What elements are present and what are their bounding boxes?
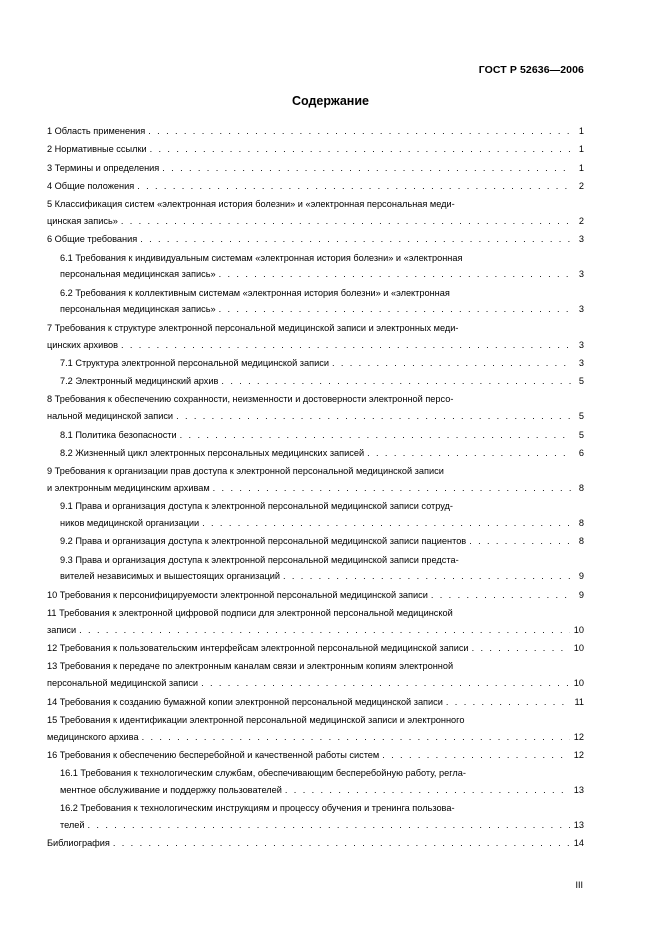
toc-entry-title-line2: персональная медицинская запись» . . . (60, 266, 572, 283)
toc-entry-title: 7.2 Электронный медицинский архив . . . (60, 373, 572, 390)
toc-entry-title: 6 Общие требования . . . (47, 231, 572, 248)
toc-entry-title: 1 Область применения . . . (47, 123, 572, 140)
toc-entry-title-line2: персональной медицинской записи . . . (47, 675, 570, 692)
toc-entry-page: 10 (573, 624, 584, 635)
toc-entry-page: 3 (578, 339, 584, 350)
toc-entry-5[interactable] (47, 196, 584, 230)
toc-entry-title: 3 Термины и определения . . . (47, 160, 572, 177)
page-title: Содержание (291, 94, 369, 108)
toc-entry-9[interactable] (47, 463, 584, 497)
toc-entry-title: 8.2 Жизненный цикл электронных персональных медицинских записей . . . (60, 445, 572, 462)
toc-entry-7-2[interactable] (47, 373, 584, 390)
toc-entry-page: 13 (573, 784, 584, 795)
toc-entry-page: 5 (578, 411, 584, 422)
toc-entry-page: 9 (578, 589, 584, 600)
toc-entry-title-line1: 5 Классификация систем «электронная история болезни» и «электронная персональная меди- (47, 199, 455, 210)
toc-entry-12[interactable] (47, 640, 584, 657)
toc-entry-title: 2 Нормативные ссылки . . . (47, 141, 572, 158)
toc-entry-page: 3 (578, 304, 584, 315)
toc-entry-title-line2: вителей независимых и вышестоящих организаций . . . (60, 568, 572, 585)
toc-entry-title-line1: 16.1 Требования к технологическим службам, обеспечивающим бесперебойную работу, регла- (60, 768, 466, 779)
toc-entry-title-line1: 16.2 Требования к технологическим инструкциям и процессу обучения и тренинга пользова- (60, 803, 455, 814)
toc-entry-page: 1 (578, 162, 584, 173)
toc-entry-8[interactable] (47, 391, 584, 425)
toc-entry-title-line2: и электронным медицинским архивам . . . (47, 480, 572, 497)
toc-entry-page: 2 (578, 215, 584, 226)
toc-entry-title: 7.1 Структура электронной персональной медицинской записи . . . (60, 355, 572, 372)
toc-entry-title: Библиография . . . (47, 835, 570, 852)
toc-entry-title: 9.2 Права и организация доступа к электронной персональной медицинской записи пациентов . . . (60, 533, 572, 550)
toc-entry-3[interactable] (47, 160, 584, 177)
toc-entry-page: 10 (573, 678, 584, 689)
toc-entry-page: 14 (573, 838, 584, 849)
toc-entry-title-line2: телей . . . (60, 817, 570, 834)
toc-entry-page: 3 (578, 234, 584, 245)
toc-entry-6-1[interactable] (47, 250, 584, 284)
toc-entry-8-1[interactable] (47, 427, 584, 444)
toc-entry-page: 1 (578, 144, 584, 155)
standard-number: ГОСТ Р 52636—2006 (478, 64, 584, 76)
toc-entry-title-line2: нальной медицинской записи . . . (47, 408, 572, 425)
toc-entry-16[interactable] (47, 747, 584, 764)
toc-entry-9-1[interactable] (47, 498, 584, 532)
toc-entry-title-line1: 9.3 Права и организация доступа к электронной персональной медицинской записи предста- (60, 554, 459, 565)
toc-entry-page: 8 (578, 536, 584, 547)
toc-entry-4[interactable] (47, 178, 584, 195)
toc-entry-page: 8 (578, 482, 584, 493)
toc-entry-page: 12 (573, 749, 584, 760)
toc-entry-title: 14 Требования к созданию бумажной копии электронной персональной медицинской записи . . . (47, 694, 570, 711)
toc-entry-bibliography[interactable] (47, 835, 584, 852)
toc-entry-title-line1: 11 Требования к электронной цифровой подписи для электронной персональной медицинской (47, 608, 453, 619)
toc-entry-page: 9 (578, 571, 584, 582)
toc-entry-6[interactable] (47, 231, 584, 248)
toc-entry-title-line1: 7 Требования к структуре электронной персональной медицинской записи и электронных меди- (47, 322, 459, 333)
toc-entry-title-line1: 15 Требования к идентификации электронной персональной медицинской записи и электронного (47, 714, 465, 725)
toc-entry-1[interactable] (47, 123, 584, 140)
toc-entry-title: 12 Требования к пользовательским интерфейсам электронной персональной медицинской записи . . . (47, 640, 570, 657)
toc-entry-page: 12 (573, 731, 584, 742)
toc-entry-page: 6 (578, 447, 584, 458)
toc-entry-title-line2: медицинского архива . . . (47, 729, 570, 746)
toc-entry-page: 13 (573, 820, 584, 831)
toc-entry-7[interactable] (47, 320, 584, 354)
toc-entry-page: 2 (578, 180, 584, 191)
toc-entry-page: 10 (573, 643, 584, 654)
toc-entry-9-3[interactable] (47, 552, 584, 586)
toc-entry-14[interactable] (47, 694, 584, 711)
toc-entry-title: 8.1 Политика безопасности . . . (60, 427, 572, 444)
toc-entry-9-2[interactable] (47, 533, 584, 550)
toc-entry-title-line1: 6.1 Требования к индивидуальным системам «электронная история болезни» и «электронная (60, 252, 463, 263)
toc-entry-title-line1: 13 Требования к передаче по электронным каналам связи и электронным копиям электронной (47, 661, 454, 672)
toc-entry-16-1[interactable] (47, 765, 584, 799)
toc-entry-15[interactable] (47, 712, 584, 746)
toc-entry-page: 3 (578, 357, 584, 368)
toc-entry-title-line2: записи . . . (47, 622, 570, 639)
toc-entry-title: 4 Общие положения . . . (47, 178, 572, 195)
toc-entry-page: 1 (578, 126, 584, 136)
toc-entry-16-2[interactable] (47, 800, 584, 834)
toc-entry-title-line1: 9.1 Права и организация доступа к электронной персональной медицинской записи сотруд- (60, 501, 453, 512)
toc-entry-page: 5 (578, 376, 584, 387)
toc-entry-11[interactable] (47, 605, 584, 639)
toc-entry-title-line1: 9 Требования к организации прав доступа к электронной персональной медицинской записи (47, 466, 444, 477)
toc-entry-2[interactable] (47, 141, 584, 158)
toc-entry-10[interactable] (47, 587, 584, 604)
page-number: III (575, 880, 583, 890)
toc-entry-title: 16 Требования к обеспечению бесперебойной и качественной работы систем . . . (47, 747, 570, 764)
toc-entry-title-line2: цинских архивов . . . (47, 337, 572, 354)
toc-entry-page: 5 (578, 429, 584, 440)
toc-entry-title-line1: 6.2 Требования к коллективным системам «электронная история болезни» и «электронная (60, 287, 450, 298)
toc-entry-6-2[interactable] (47, 285, 584, 319)
toc-entry-page: 8 (578, 518, 584, 529)
toc-entry-page: 11 (574, 696, 584, 707)
toc-entry-title-line2: ментное обслуживание и поддержку пользователей . . . (60, 782, 570, 799)
toc-entry-13[interactable] (47, 658, 584, 692)
toc-entry-title-line2: ников медицинской организации . . . (60, 515, 572, 532)
toc-entry-7-1[interactable] (47, 355, 584, 372)
toc-entry-page: 3 (578, 269, 584, 280)
toc-entry-title: 10 Требования к персонифицируемости электронной персональной медицинской записи . . . (47, 587, 572, 604)
toc-entry-title-line2: персональная медицинская запись» . . . (60, 301, 572, 318)
toc-entry-title-line1: 8 Требования к обеспечению сохранности, неизменности и достоверности электронной персо- (47, 394, 454, 405)
toc-entry-title-line2: цинская запись» . . . (47, 213, 572, 230)
table-of-contents (47, 123, 584, 852)
toc-entry-8-2[interactable] (47, 445, 584, 462)
